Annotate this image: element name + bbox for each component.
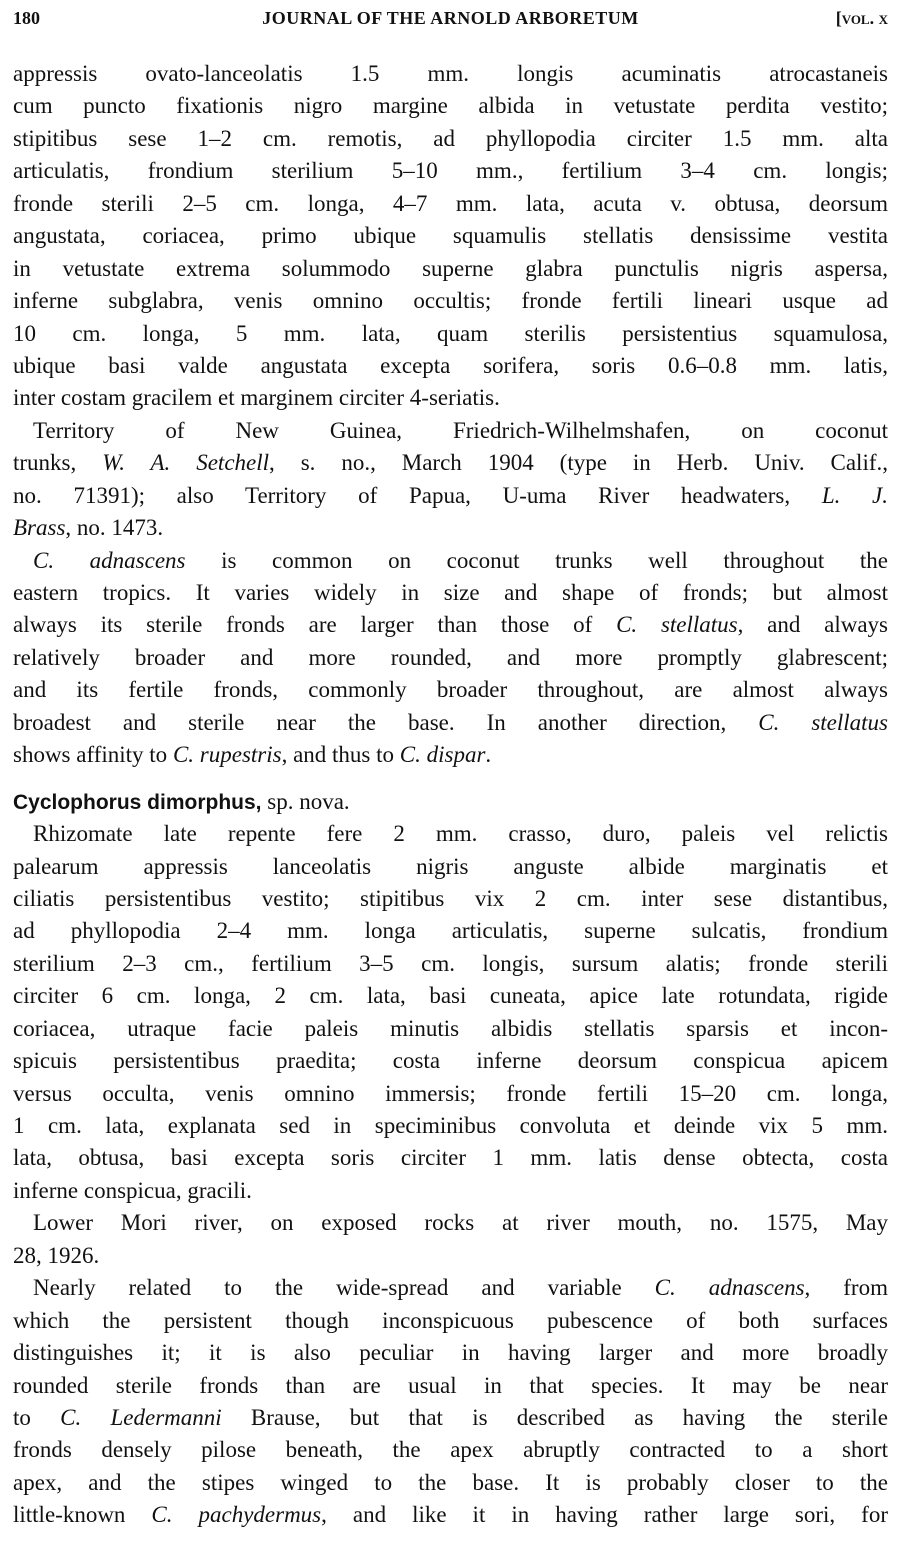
text-line <box>13 382 888 414</box>
text-segment: relatively broader and more rounded, and more promptly glabrescent; <box>13 644 888 670</box>
text-line <box>13 512 888 544</box>
italic-taxon-text: L. J. <box>821 482 888 508</box>
text-line <box>13 1110 888 1142</box>
text-segment: appressis ovato-lanceolatis 1.5 mm. longis acuminatis atrocastaneis <box>13 61 888 86</box>
text-line <box>13 447 888 479</box>
text-line <box>13 1142 888 1174</box>
species-name: Cyclophorus dimorphus, <box>13 790 262 814</box>
text-line <box>13 318 888 350</box>
text-line <box>13 1370 888 1402</box>
text-segment: cum puncto fixationis nigro margine albida in vetustate perdita vestito; <box>13 93 888 119</box>
text-line <box>13 1499 888 1531</box>
text-line <box>13 253 888 285</box>
italic-taxon-text: C. adnascens <box>33 547 186 573</box>
text-segment: Nearly related to the wide-spread and variable <box>33 1275 655 1301</box>
text-segment: shows affinity to <box>13 742 173 768</box>
text-segment: , s. no., March 1904 (type in Herb. Univ. Calif., <box>269 450 888 476</box>
italic-taxon-text: C. stellatus <box>616 612 738 638</box>
text-segment: Lower Mori river, on exposed rocks at river mouth, no. 1575, May <box>33 1210 888 1236</box>
text-segment: sp. nova. <box>261 788 350 814</box>
species-heading <box>13 786 888 818</box>
italic-taxon-text: C. dispar <box>399 742 486 768</box>
text-line <box>13 285 888 317</box>
text-segment: and its fertile fronds, commonly broader throughout, are almost always <box>13 677 888 703</box>
text-segment: angustata, coriacea, primo ubique squamulis stellatis densissime vestita <box>13 223 888 249</box>
text-line <box>13 915 888 947</box>
text-line <box>13 642 888 674</box>
text-segment: rounded sterile fronds than are usual in that species. It may be near <box>13 1372 888 1398</box>
text-line <box>13 577 888 609</box>
italic-taxon-text: C. adnascens <box>654 1275 805 1301</box>
text-segment: Rhizomate late repente fere 2 mm. crasso, duro, paleis vel relictis <box>33 821 888 847</box>
text-segment: inferne conspicua, gracili. <box>13 1177 252 1203</box>
text-segment: stipitibus sese 1–2 cm. remotis, ad phyllopodia circiter 1.5 mm. alta <box>13 125 888 151</box>
text-segment: palearum appressis lanceolatis nigris anguste albide marginatis et <box>13 853 888 879</box>
text-segment: , and like it in having rather large sori, for <box>321 1502 888 1528</box>
text-line <box>13 480 888 512</box>
text-segment: ciliatis persistentibus vestito; stipitibus vix 2 cm. inter sese distantibus, <box>13 885 888 911</box>
text-line <box>13 609 888 641</box>
text-line <box>13 1434 888 1466</box>
text-segment: , and always <box>737 612 888 638</box>
text-segment: inter costam gracilem et marginem circiter 4-seriatis. <box>13 385 500 411</box>
page-number: 180 <box>13 8 40 28</box>
italic-taxon-text: W. A. Setchell <box>102 450 270 476</box>
text-line <box>13 123 888 155</box>
text-segment: Brause, but that is described as having the sterile <box>221 1404 888 1430</box>
text-segment: which the persistent though inconspicuous pubescence of both surfaces <box>13 1307 888 1333</box>
text-segment: broadest and sterile near the base. In another direction, <box>13 709 759 735</box>
italic-taxon-text: C. stellatus <box>758 709 888 735</box>
text-line <box>13 545 888 577</box>
text-line <box>13 1240 888 1272</box>
text-segment: trunks, <box>13 450 103 476</box>
text-segment: always its sterile fronds are larger than those of <box>13 612 617 638</box>
text-line <box>13 1013 888 1045</box>
text-segment: is common on coconut trunks well throughout the <box>185 547 888 573</box>
text-line <box>13 851 888 883</box>
text-segment: distinguishes it; it is also peculiar in having larger and more broadly <box>13 1340 888 1366</box>
text-segment: to <box>13 1404 61 1430</box>
running-header <box>13 8 888 34</box>
text-segment: 28, 1926. <box>13 1242 100 1268</box>
text-line <box>13 818 888 850</box>
text-segment: sterilium 2–3 cm., fertilium 3–5 cm. longis, sursum alatis; fronde sterili <box>13 950 888 976</box>
text-segment: 10 cm. longa, 5 mm. lata, quam sterilis persistentius squamulosa, <box>13 320 888 346</box>
text-line <box>13 1337 888 1369</box>
text-segment: . <box>485 742 492 768</box>
text-segment: inferne subglabra, venis omnino occultis; fronde fertili lineari usque ad <box>13 288 888 314</box>
text-line <box>13 1175 888 1207</box>
text-line <box>13 707 888 739</box>
text-segment: Territory of New Guinea, Friedrich-Wilhelmshafen, on coconut <box>33 417 888 443</box>
text-line <box>13 1467 888 1499</box>
text-segment: ubique basi valde angustata excepta sorifera, soris 0.6–0.8 mm. latis, <box>13 352 888 378</box>
text-segment: eastern tropics. It varies widely in size and shape of fronds; but almost <box>13 580 888 605</box>
text-segment: in vetustate extrema solummodo superne glabra punctulis nigris aspersa, <box>13 255 888 281</box>
text-line <box>13 1272 888 1304</box>
text-segment: coriacea, utraque facie paleis minutis albidis stellatis sparsis et incon- <box>13 1015 888 1041</box>
text-line <box>13 1305 888 1337</box>
text-segment: 1 cm. lata, explanata sed in speciminibus convoluta et deinde vix 5 mm. <box>13 1113 888 1138</box>
text-segment: , no. 1473. <box>65 515 164 541</box>
text-line <box>13 1045 888 1077</box>
italic-taxon-text: Brass <box>13 515 66 541</box>
text-segment: versus occulta, venis omnino immersis; fronde fertili 15–20 cm. longa, <box>13 1080 888 1106</box>
text-segment: no. 71391); also Territory of Papua, U-uma River headwaters, <box>13 482 822 508</box>
text-line <box>13 948 888 980</box>
text-line <box>13 188 888 220</box>
text-segment: , from <box>804 1275 888 1301</box>
text-line <box>13 1402 888 1434</box>
text-segment: articulatis, frondium sterilium 5–10 mm., fertilium 3–4 cm. longis; <box>13 158 888 184</box>
text-line <box>13 1207 888 1239</box>
text-line <box>13 739 888 771</box>
text-segment: spicuis persistentibus praedita; costa inferne deorsum conspicua apicem <box>13 1048 888 1074</box>
text-line <box>13 415 888 447</box>
italic-taxon-text: C. rupestris <box>172 742 282 768</box>
text-segment: little-known <box>13 1502 152 1528</box>
text-segment: , and thus to <box>281 742 400 768</box>
text-line <box>13 58 888 90</box>
text-line <box>13 155 888 187</box>
text-line <box>13 883 888 915</box>
volume-label: [vol. x <box>835 8 888 28</box>
text-line <box>13 220 888 252</box>
page-body-text <box>13 58 888 1532</box>
italic-taxon-text: C. pachydermus <box>151 1502 322 1528</box>
text-segment: apex, and the stipes winged to the base. It is probably closer to the <box>13 1469 888 1495</box>
italic-taxon-text: C. Ledermanni <box>60 1404 222 1430</box>
journal-title: JOURNAL OF THE ARNOLD ARBORETUM <box>262 8 639 28</box>
text-line <box>13 1078 888 1110</box>
text-segment: fronds densely pilose beneath, the apex abruptly contracted to a short <box>13 1437 888 1463</box>
text-segment: fronde sterili 2–5 cm. longa, 4–7 mm. lata, acuta v. obtusa, deorsum <box>13 190 888 216</box>
text-segment: lata, obtusa, basi excepta soris circiter 1 mm. latis dense obtecta, costa <box>13 1145 888 1171</box>
text-line <box>13 980 888 1012</box>
text-line <box>13 674 888 706</box>
text-line <box>13 350 888 382</box>
text-segment: ad phyllopodia 2–4 mm. longa articulatis, superne sulcatis, frondium <box>13 918 888 944</box>
text-line <box>13 90 888 122</box>
text-segment: circiter 6 cm. longa, 2 cm. lata, basi cuneata, apice late rotundata, rigide <box>13 983 888 1009</box>
